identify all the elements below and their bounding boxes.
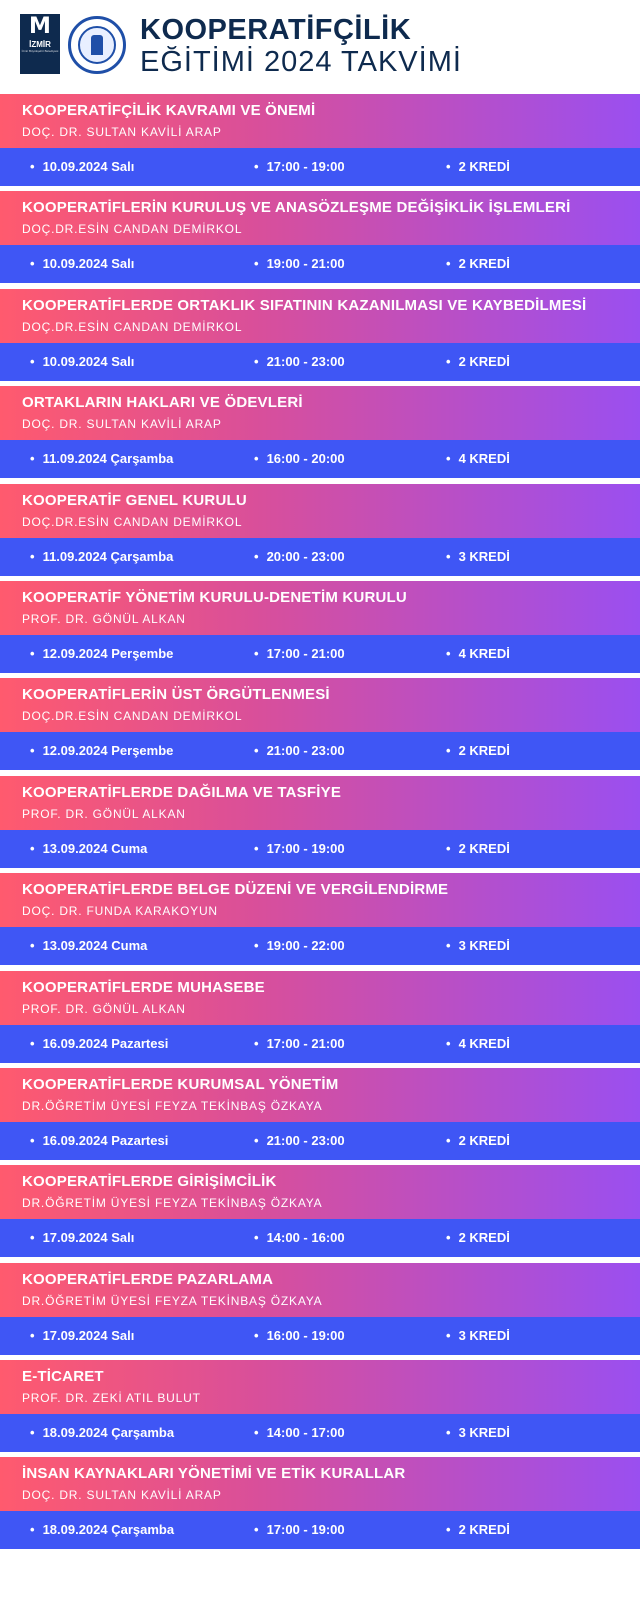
course-title: KOOPERATİF GENEL KURULU (22, 491, 247, 509)
course-instructor: DOÇ. DR. SULTAN KAVİLİ ARAP (22, 125, 222, 139)
course-instructor: DOÇ.DR.ESİN CANDAN DEMİRKOL (22, 514, 243, 529)
course-credit: • 2 KREDİ (446, 1522, 510, 1537)
course-time: • 17:00 - 19:00 (254, 841, 345, 856)
course-item (0, 873, 640, 970)
course-instructor: DR.ÖĞRETİM ÜYESİ FEYZA TEKİNBAŞ ÖZKAYA (22, 1196, 323, 1211)
course-date: • 11.09.2024 Çarşamba (30, 549, 173, 564)
course-list (0, 94, 640, 1555)
logo-city: İZMİR (29, 40, 51, 49)
course-instructor: PROF. DR. GÖNÜL ALKAN (22, 611, 186, 626)
course-title: KOOPERATİFLERDE DAĞILMA VE TASFİYE (22, 783, 342, 801)
course-credit: • 2 KREDİ (446, 256, 510, 271)
course-title: KOOPERATİFLERDE MUHASEBE (22, 978, 265, 996)
course-title: KOOPERATİFLERDE KURUMSAL YÖNETİM (22, 1075, 339, 1093)
course-date: • 17.09.2024 Salı (30, 1328, 134, 1343)
course-title: E-TİCARET (22, 1368, 104, 1386)
page-title-line2: EĞİTİMİ 2024 TAKVİMİ (140, 46, 462, 78)
course-time: • 16:00 - 19:00 (254, 1328, 345, 1343)
course-time: • 14:00 - 16:00 (254, 1230, 345, 1245)
course-time: • 17:00 - 21:00 (254, 646, 345, 661)
course-date: • 17.09.2024 Salı (30, 1230, 134, 1245)
mim-logo (20, 14, 60, 74)
education-seal-logo (68, 16, 126, 74)
course-time: • 19:00 - 21:00 (254, 256, 345, 271)
course-item (0, 1068, 640, 1165)
course-time: • 14:00 - 17:00 (254, 1425, 345, 1440)
course-item (0, 386, 640, 483)
course-credit: • 3 KREDİ (446, 549, 510, 564)
course-credit: • 4 KREDİ (446, 1036, 510, 1051)
course-time: • 17:00 - 19:00 (254, 1522, 345, 1537)
course-date: • 18.09.2024 Çarşamba (30, 1522, 174, 1537)
course-time: • 19:00 - 22:00 (254, 938, 345, 953)
course-title: KOOPERATİFLERDE GİRİŞİMCİLİK (22, 1173, 277, 1191)
course-credit: • 2 KREDİ (446, 743, 510, 758)
logo-letter: M (29, 14, 51, 39)
course-item (0, 581, 640, 678)
course-date: • 16.09.2024 Pazartesi (30, 1133, 168, 1148)
course-credit: • 3 KREDİ (446, 1425, 510, 1440)
course-title: İNSAN KAYNAKLARI YÖNETİMİ VE ETİK KURALLAR (22, 1465, 406, 1483)
course-title: KOOPERATİFÇİLİK KAVRAMI VE ÖNEMİ (22, 102, 316, 119)
course-item (0, 1360, 640, 1457)
course-instructor: DR.ÖĞRETİM ÜYESİ FEYZA TEKİNBAŞ ÖZKAYA (22, 1293, 323, 1308)
course-title: KOOPERATİF YÖNETİM KURULU-DENETİM KURULU (22, 588, 407, 606)
header (0, 0, 640, 92)
course-credit: • 2 KREDİ (446, 1133, 510, 1148)
course-credit: • 2 KREDİ (446, 354, 510, 369)
course-date: • 10.09.2024 Salı (30, 159, 134, 174)
course-instructor: DOÇ.DR.ESİN CANDAN DEMİRKOL (22, 222, 243, 237)
course-instructor: DR.ÖĞRETİM ÜYESİ FEYZA TEKİNBAŞ ÖZKAYA (22, 1098, 323, 1113)
course-time: • 17:00 - 19:00 (254, 159, 345, 174)
course-title: KOOPERATİFLERDE PAZARLAMA (22, 1270, 274, 1288)
course-date: • 12.09.2024 Perşembe (30, 646, 173, 661)
course-time: • 21:00 - 23:00 (254, 743, 345, 758)
course-date: • 13.09.2024 Cuma (30, 938, 147, 953)
course-title: ORTAKLARIN HAKLARI VE ÖDEVLERİ (22, 394, 303, 412)
course-instructor: PROF. DR. GÖNÜL ALKAN (22, 806, 186, 821)
course-instructor: DOÇ. DR. FUNDA KARAKOYUN (22, 904, 218, 919)
course-item (0, 678, 640, 775)
course-time: • 16:00 - 20:00 (254, 451, 345, 466)
course-item (0, 971, 640, 1068)
course-credit: • 3 KREDİ (446, 1328, 510, 1343)
course-instructor: DOÇ.DR.ESİN CANDAN DEMİRKOL (22, 709, 243, 724)
course-instructor: DOÇ. DR. SULTAN KAVİLİ ARAP (22, 417, 222, 432)
course-title: KOOPERATİFLERDE ORTAKLIK SIFATININ KAZANILMASI VE KAYBEDİLMESİ (22, 296, 587, 314)
course-time: • 17:00 - 21:00 (254, 1036, 345, 1051)
course-date: • 16.09.2024 Pazartesi (30, 1036, 168, 1051)
course-item (0, 289, 640, 386)
course-instructor: DOÇ. DR. SULTAN KAVİLİ ARAP (22, 1488, 222, 1503)
course-date: • 12.09.2024 Perşembe (30, 743, 173, 758)
course-title: KOOPERATİFLERİN KURULUŞ VE ANASÖZLEŞME DEĞİŞİKLİK İŞLEMLERİ (22, 199, 571, 217)
course-credit: • 2 KREDİ (446, 159, 510, 174)
course-instructor: PROF. DR. ZEKİ ATIL BULUT (22, 1391, 201, 1406)
course-item (0, 1457, 640, 1554)
course-title: KOOPERATİFLERDE BELGE DÜZENİ VE VERGİLENDİRME (22, 881, 449, 899)
course-item (0, 94, 640, 191)
page-title-line1: KOOPERATİFÇİLİK (140, 14, 412, 46)
course-date: • 18.09.2024 Çarşamba (30, 1425, 174, 1440)
course-date: • 13.09.2024 Cuma (30, 841, 147, 856)
course-title: KOOPERATİFLERİN ÜST ÖRGÜTLENMESİ (22, 686, 330, 704)
course-time: • 21:00 - 23:00 (254, 1133, 345, 1148)
course-time: • 21:00 - 23:00 (254, 354, 345, 369)
course-credit: • 4 KREDİ (446, 646, 510, 661)
course-item (0, 191, 640, 288)
course-item (0, 776, 640, 873)
course-item (0, 1263, 640, 1360)
course-date: • 10.09.2024 Salı (30, 256, 134, 271)
course-instructor: DOÇ.DR.ESİN CANDAN DEMİRKOL (22, 319, 243, 334)
logo-small-text: İzmir Büyükşehir Belediyesi (21, 49, 59, 53)
course-item (0, 484, 640, 581)
course-instructor: PROF. DR. GÖNÜL ALKAN (22, 1001, 186, 1016)
course-item (0, 1165, 640, 1262)
course-credit: • 3 KREDİ (446, 938, 510, 953)
course-credit: • 2 KREDİ (446, 841, 510, 856)
course-date: • 11.09.2024 Çarşamba (30, 451, 173, 466)
course-credit: • 4 KREDİ (446, 451, 510, 466)
course-date: • 10.09.2024 Salı (30, 354, 134, 369)
course-time: • 20:00 - 23:00 (254, 549, 345, 564)
course-credit: • 2 KREDİ (446, 1230, 510, 1245)
